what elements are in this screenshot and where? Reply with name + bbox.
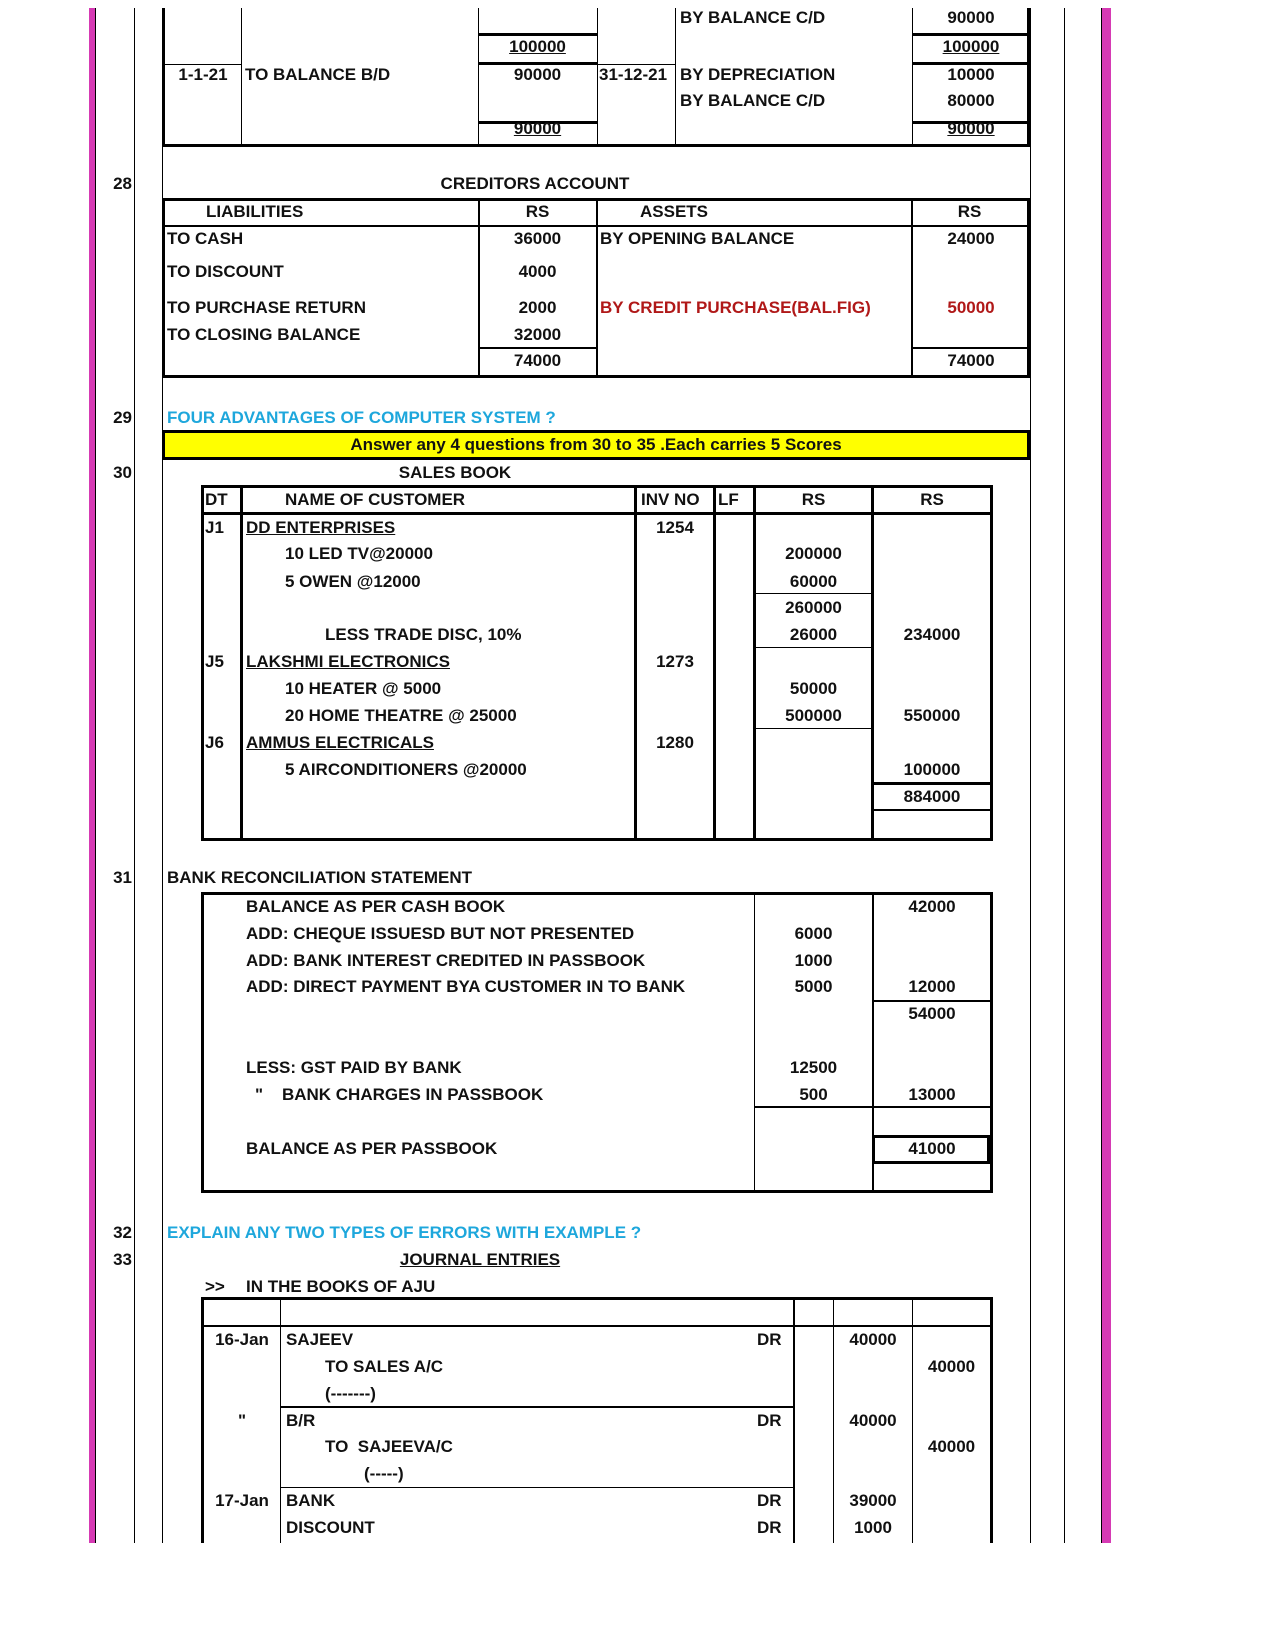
sales-item: 20 HOME THEATRE @ 25000 [285,706,517,725]
journal-debit-account: B/R [286,1411,316,1430]
sales-date: J1 [205,518,224,537]
customer-net-amount: 100000 [903,760,961,779]
brs-outer-amount: 42000 [908,897,956,916]
left-number-column-divider [134,8,135,1543]
col-header-lf: LF [718,490,739,509]
instruction-banner [162,430,1030,460]
ledger-right-particular: BY DEPRECIATION [680,65,836,84]
right-column-divider [1064,8,1065,1543]
brs-label: ADD: CHEQUE ISSUESD BUT NOT PRESENTED [246,924,635,943]
question-number: 28 [113,174,132,193]
ledger-right-total: 90000 [947,119,995,138]
creditor-debit-total: 74000 [513,351,562,370]
journal-subtitle-marker: >> [205,1277,225,1296]
col-header-rs: RS [920,490,944,509]
col-header-date: DT [205,490,228,509]
creditor-debit-amount: 4000 [518,262,557,281]
item-amount: 500000 [785,706,842,725]
brs-label: BALANCE AS PER CASH BOOK [246,897,506,916]
question-number: 30 [113,463,132,482]
creditor-credit-amount-balancing: 50000 [947,298,995,317]
invoice-number: 1254 [656,518,694,537]
brs-label: LESS: GST PAID BY BANK [246,1058,462,1077]
ledger-left-particular: TO BALANCE B/D [245,65,391,84]
trade-discount-label: LESS TRADE DISC, 10% [325,625,522,644]
sales-date: J5 [205,652,224,671]
sales-item: 10 HEATER @ 5000 [285,679,442,698]
brs-subtotal: 54000 [908,1004,956,1023]
journal-debit-amount: 39000 [849,1491,897,1510]
subtotal-amount: 260000 [785,598,842,617]
journal-subtitle: IN THE BOOKS OF AJU [246,1277,436,1296]
ledger-right-amount: 10000 [947,65,995,84]
creditor-credit-amount: 24000 [947,229,995,248]
creditor-debit-amount: 36000 [513,229,562,248]
sales-date: J6 [205,733,224,752]
journal-debit-amount: 40000 [849,1330,897,1349]
ledger-right-amount: 90000 [947,8,995,27]
brs-final-balance: 41000 [908,1139,956,1158]
brs-outer-amount: 12000 [908,977,956,996]
journal-narration: (-----) [364,1464,404,1483]
invoice-number: 1273 [656,652,694,671]
left-margin-line-black [95,8,96,1543]
brs-label: " BANK CHARGES IN PASSBOOK [255,1085,544,1104]
liabilities-header: LIABILITIES [206,202,304,221]
question-number: 31 [113,868,132,887]
creditors-account-title: CREDITORS ACCOUNT [440,174,630,193]
creditor-debit-amount: 2000 [518,298,557,317]
item-amount: 60000 [789,572,838,591]
brs-inner-amount: 500 [799,1085,828,1104]
journal-debit-amount: 1000 [854,1518,892,1537]
creditor-credit-label: BY OPENING BALANCE [600,229,795,248]
journal-debit-amount: 40000 [849,1411,897,1430]
col-header-invoice: INV NO [641,490,700,509]
ledger-right-particular: BY BALANCE C/D [680,8,826,27]
question-number: 33 [113,1250,132,1269]
journal-dr-marker: DR [757,1518,782,1537]
brs-title: BANK RECONCILIATION STATEMENT [167,868,473,887]
brs-inner-amount: 6000 [794,924,833,943]
sales-book-title: SALES BOOK [398,463,512,482]
ledger-right-amount: 80000 [947,91,995,110]
ledger-left-total: 100000 [509,37,566,56]
customer-name: LAKSHMI ELECTRONICS [246,652,450,671]
journal-date: 17-Jan [215,1491,269,1510]
sales-book-total: 884000 [903,787,961,806]
brs-inner-amount: 12500 [789,1058,838,1077]
sales-item: 5 AIRCONDITIONERS @20000 [285,760,527,779]
discount-amount: 26000 [789,625,838,644]
customer-net-amount: 550000 [903,706,961,725]
brs-label: BALANCE AS PER PASSBOOK [246,1139,498,1158]
item-amount: 50000 [789,679,838,698]
customer-name: AMMUS ELECTRICALS [246,733,434,752]
journal-date: " [237,1411,247,1430]
ledger-left-date: 1-1-21 [178,65,228,84]
journal-dr-marker: DR [757,1330,782,1349]
journal-credit-amount: 40000 [927,1357,976,1376]
journal-debit-account: BANK [286,1491,336,1510]
journal-credit-amount: 40000 [927,1437,976,1456]
journal-narration: (-------) [325,1384,376,1403]
journal-dr-marker: DR [757,1491,782,1510]
col-header-rs: RS [801,490,826,509]
question-text: EXPLAIN ANY TWO TYPES OF ERRORS WITH EXAMPLE ? [167,1223,642,1242]
brs-inner-amount: 1000 [794,951,833,970]
sales-item: 5 OWEN @12000 [285,572,421,591]
brs-outer-amount: 13000 [908,1085,956,1104]
question-number: 32 [113,1223,132,1242]
col-header-customer: NAME OF CUSTOMER [285,490,466,509]
question-number: 29 [113,408,132,427]
assets-header: ASSETS [640,202,709,221]
customer-net-amount: 234000 [903,625,961,644]
journal-date: 16-Jan [215,1330,269,1349]
brs-label: ADD: BANK INTEREST CREDITED IN PASSBOOK [246,951,646,970]
customer-name: DD ENTERPRISES [246,518,396,537]
journal-credit-account: TO SAJEEVA/C [325,1437,453,1456]
question-text: FOUR ADVANTAGES OF COMPUTER SYSTEM ? [167,408,556,427]
creditor-debit-label: TO CASH [167,229,244,248]
journal-credit-account: TO SALES A/C [325,1357,444,1376]
journal-debit-account: SAJEEV [286,1330,354,1349]
right-margin-bar [1102,8,1111,1543]
creditor-debit-label: TO CLOSING BALANCE [167,325,361,344]
invoice-number: 1280 [656,733,694,752]
ledger-left-amount: 90000 [513,65,562,84]
right-content-divider [1030,8,1031,1543]
creditor-debit-amount: 32000 [513,325,562,344]
sales-item: 10 LED TV@20000 [285,544,433,563]
creditor-debit-label: TO DISCOUNT [167,262,284,281]
creditor-credit-label-balancing: BY CREDIT PURCHASE(BAL.FIG) [600,298,871,317]
rs-header: RS [525,202,550,221]
journal-title: JOURNAL ENTRIES [399,1250,561,1269]
instruction-text: Answer any 4 questions from 30 to 35 .Each carries 5 Scores [350,435,842,454]
journal-debit-account: DISCOUNT [286,1518,375,1537]
item-amount: 200000 [785,544,842,563]
brs-inner-amount: 5000 [794,977,833,996]
ledger-left-total: 90000 [513,119,562,138]
creditor-debit-label: TO PURCHASE RETURN [167,298,366,317]
creditor-credit-total: 74000 [947,351,995,370]
ledger-right-total: 100000 [942,37,1000,56]
brs-label: ADD: DIRECT PAYMENT BYA CUSTOMER IN TO BANK [246,977,686,996]
rs-header: RS [957,202,982,221]
ledger-right-particular: BY BALANCE C/D [680,91,826,110]
ledger-right-date: 31-12-21 [599,65,668,84]
journal-dr-marker: DR [757,1411,782,1430]
